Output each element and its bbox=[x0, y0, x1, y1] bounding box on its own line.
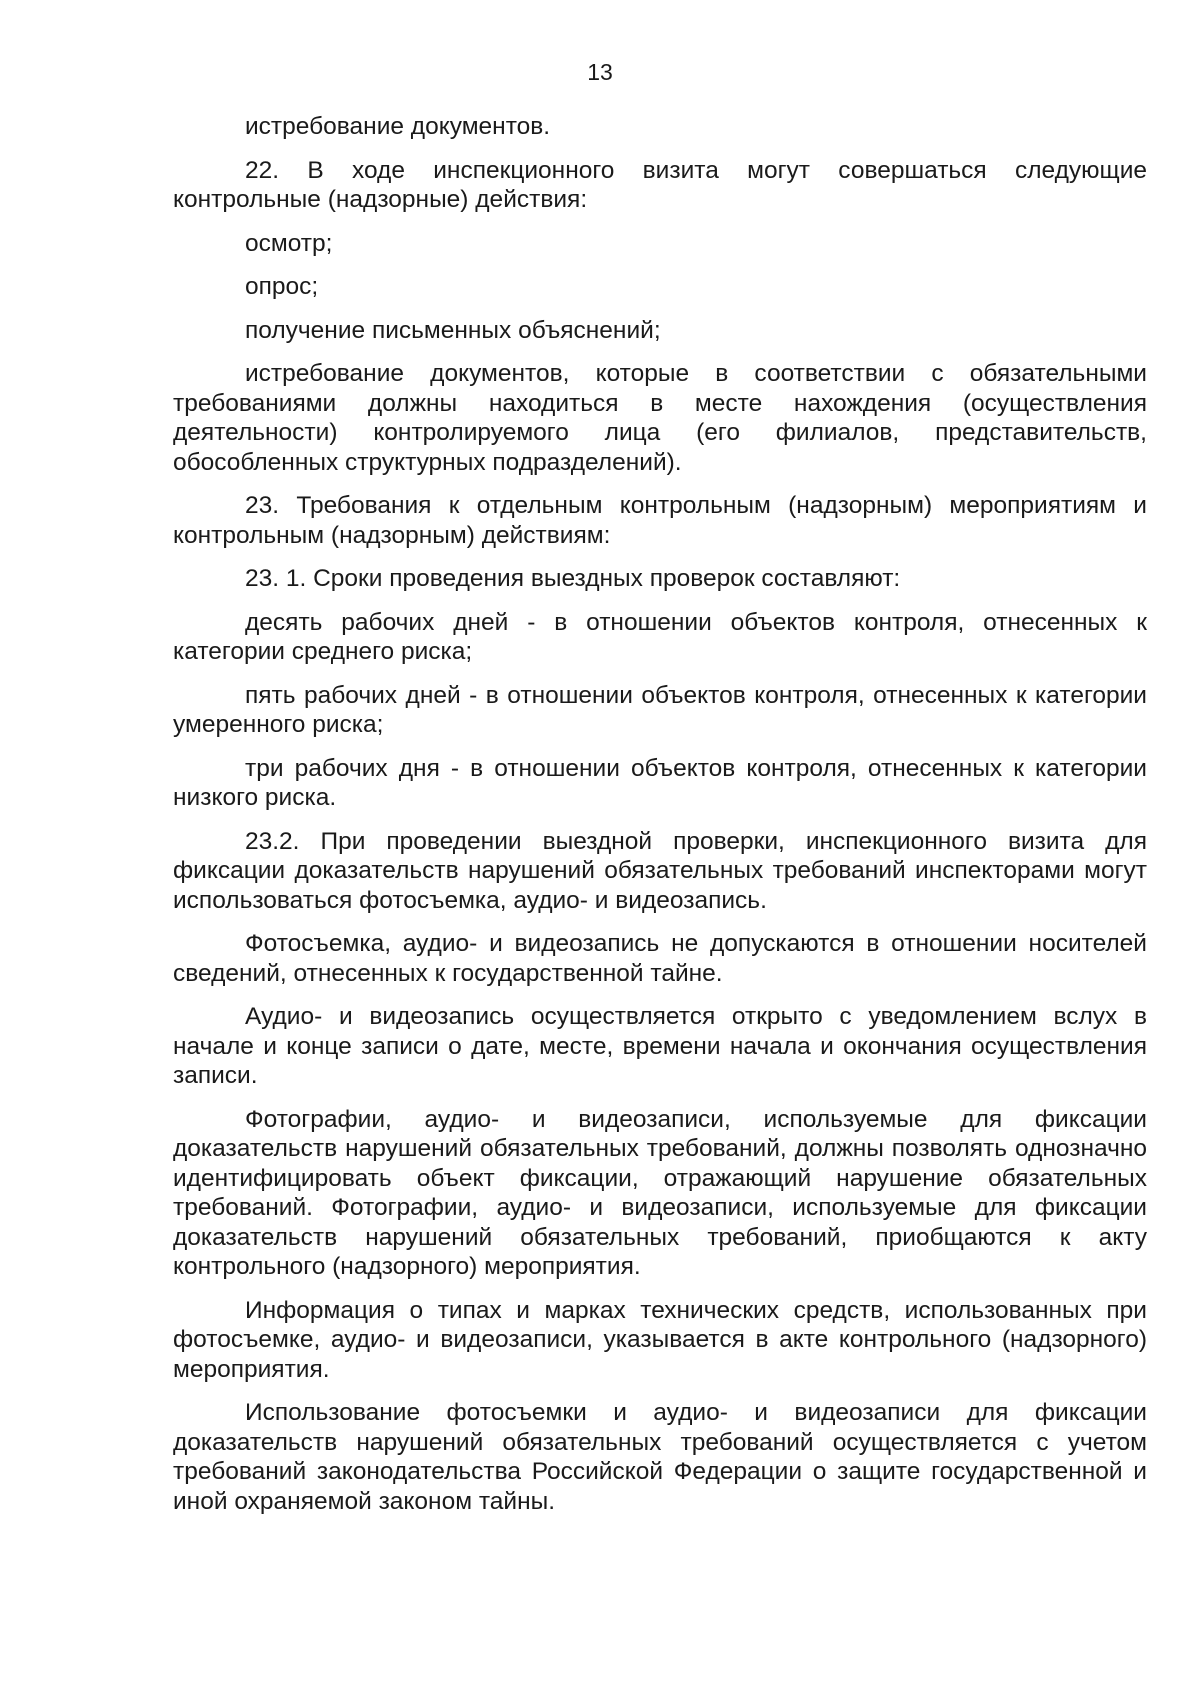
list-item-inspection: осмотр; bbox=[245, 229, 333, 257]
paragraph-23-requirements: 23. Требования к отдельным контрольным (надзорным) мероприятиям и контрольным (надзорным) действиям: bbox=[173, 492, 1147, 549]
paragraph-state-secret: Фотосъемка, аудио- и видеозапись не допускаются в отношении носителей сведений, отнесенных к государственной тайне. bbox=[173, 930, 1147, 987]
paragraph-23-2-recording: 23.2. При проведении выездной проверки, инспекционного визита для фиксации доказательств нарушений обязательных требований инспекторами могут использоваться фотосъемка, аудио- и видеозапись. bbox=[173, 827, 1147, 914]
document-body bbox=[173, 112, 1147, 1530]
paragraph-legislation-compliance: Использование фотосъемки и аудио- и видеозаписи для фиксации доказательств нарушений обязательных требований осуществляется с учетом требований законодательства Российской Федерации о защите государственной и иной охраняемой законом тайны. bbox=[173, 1399, 1147, 1515]
list-item-three-days: три рабочих дня - в отношении объектов контроля, отнесенных к категории низкого риска. bbox=[173, 754, 1147, 811]
page-number: 13 bbox=[587, 59, 613, 85]
list-item-demand-documents: истребование документов, которые в соответствии с обязательными требованиями должны находиться в месте нахождения (осуществления деятельности) контролируемого лица (его филиалов, представительств, обособленных структурных подразделений). bbox=[173, 360, 1147, 476]
paragraph-demand-documents-end: истребование документов. bbox=[245, 113, 551, 140]
list-item-survey: опрос; bbox=[245, 273, 319, 300]
list-item-five-days: пять рабочих дней - в отношении объектов контроля, отнесенных к категории умеренного риска; bbox=[173, 681, 1147, 738]
paragraph-technical-means: Информация о типах и марках технических средств, использованных при фотосъемке, аудио- и видеозаписи, указывается в акте контрольного (надзорного) мероприятия. bbox=[173, 1296, 1147, 1383]
paragraph-open-recording: Аудио- и видеозапись осуществляется открыто с уведомлением вслух в начале и конце записи о дате, месте, времени начала и окончания осуществления записи. bbox=[173, 1003, 1147, 1089]
list-item-ten-days: десять рабочих дней - в отношении объектов контроля, отнесенных к категории среднего риска; bbox=[173, 608, 1147, 665]
paragraph-22-inspection-visit-actions: 22. В ходе инспекционного визита могут совершаться следующие контрольные (надзорные) действия: bbox=[173, 156, 1147, 213]
paragraph-23-1-terms: 23. 1. Сроки проведения выездных проверок составляют: bbox=[245, 565, 901, 592]
paragraph-photo-identification: Фотографии, аудио- и видеозаписи, используемые для фиксации доказательств нарушений обязательных требований, должны позволять однозначно идентифицировать объект фиксации, отражающий нарушение обязательных требований. Фотографии, аудио- и видеозаписи, используемые для фиксации доказательств нарушений обязательных требований, приобщаются к акту контрольного (надзорного) мероприятия. bbox=[173, 1105, 1147, 1280]
list-item-written-explanations: получение письменных объяснений; bbox=[245, 316, 661, 344]
